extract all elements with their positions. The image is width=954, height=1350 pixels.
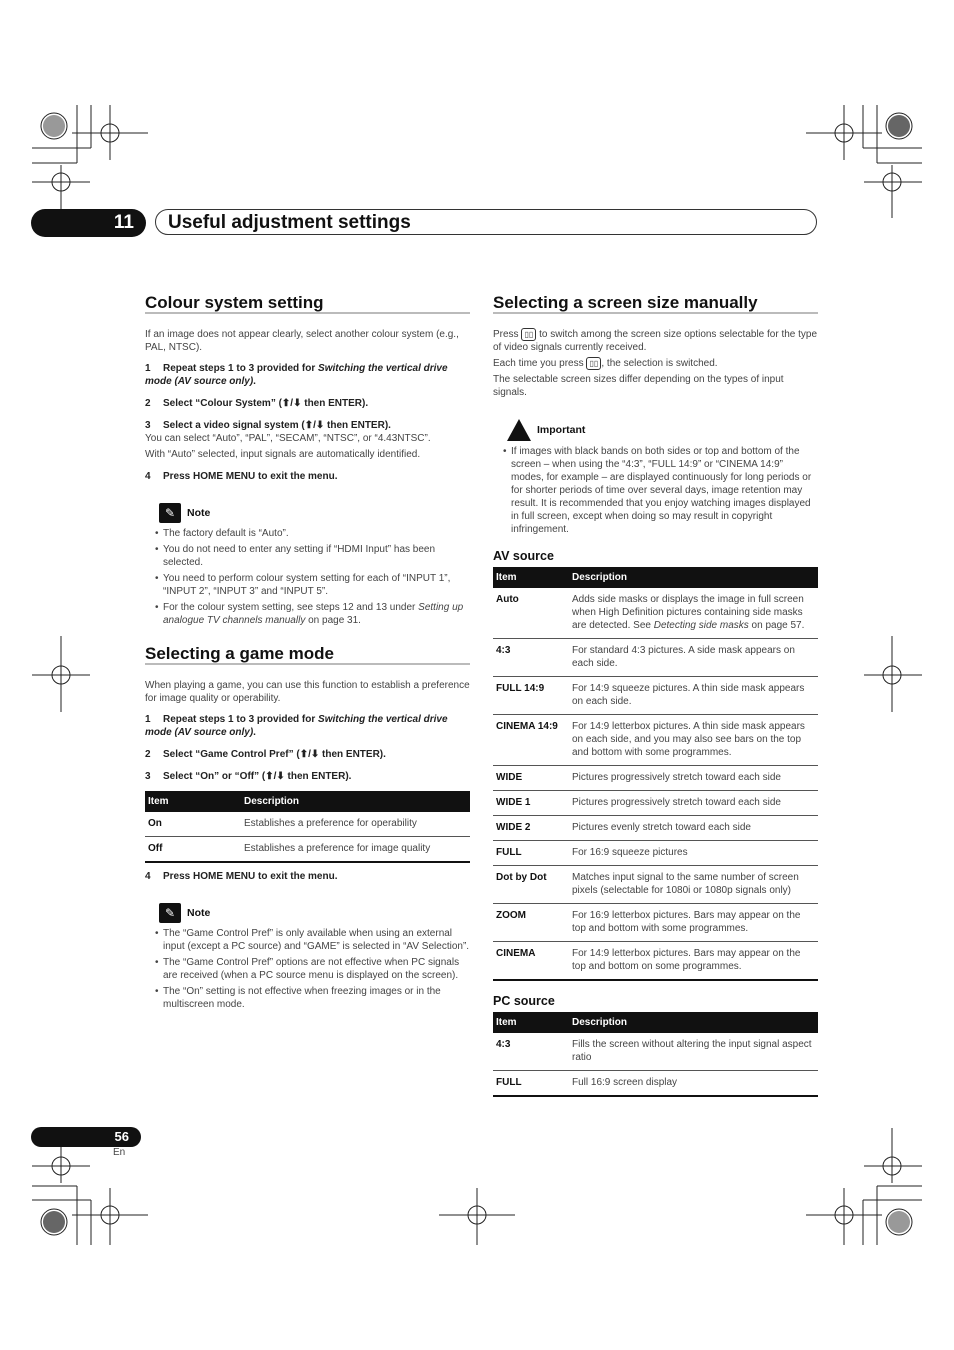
note-item: • The “On” setting is not effective when freezing images or in the multiscreen mode.	[163, 985, 470, 1011]
note-header	[159, 903, 470, 923]
table-cell-description: For standard 4:3 pictures. A side mask appears on each side.	[569, 639, 818, 677]
table-cell-description: Establishes a preference for image quality	[241, 837, 470, 863]
table-cell-item: Auto	[493, 588, 569, 639]
table-cell-description: Pictures progressively stretch toward each side	[569, 791, 818, 816]
table-row	[493, 1071, 818, 1097]
table-cell-description: Fills the screen without altering the input signal aspect ratio	[569, 1033, 818, 1071]
step-3	[145, 770, 470, 783]
table-row	[493, 866, 818, 904]
page-language: En	[113, 1147, 126, 1158]
column-header: Item	[493, 567, 569, 588]
chapter-number: 11	[31, 209, 146, 237]
section-title: Colour system setting	[145, 296, 470, 314]
step-number: 3	[145, 771, 151, 782]
step-reference: Switching the vertical drive mode (AV source only)	[145, 714, 448, 738]
text: , the selection is switched.	[601, 358, 718, 370]
colour-system-section	[145, 293, 470, 627]
table-cell-item: 4:3	[493, 639, 569, 677]
column-header: Item	[493, 1012, 569, 1033]
step-number: 3	[145, 420, 151, 431]
text: Press	[493, 329, 522, 341]
chapter-title: Useful adjustment settings	[155, 209, 817, 235]
important-list	[493, 445, 818, 536]
table-cell-item: CINEMA 14:9	[493, 715, 569, 766]
step-text: Repeat steps 1 to 3 provided for	[163, 363, 319, 374]
note-text: For the colour system setting, see steps 12 and 13 under	[163, 602, 419, 613]
table-row	[145, 812, 470, 837]
step-3-detail-2: With “Auto” selected, input signals are automatically identified.	[145, 449, 421, 460]
step-text: Select a video signal system (⬆/⬇ then ENTER).	[163, 420, 391, 431]
step-1	[145, 362, 470, 388]
note-item: • You do not need to enter any setting if “HDMI Input” has been selected.	[163, 543, 470, 569]
table-row	[493, 766, 818, 791]
step-3-detail-1: You can select “Auto”, “PAL”, “SECAM”, “NTSC”, or “4.43NTSC”.	[145, 433, 431, 444]
table-cell-item: 4:3	[493, 1033, 569, 1071]
reference: Detecting side masks	[653, 620, 749, 632]
column-header: Description	[241, 791, 470, 812]
table-cell-description: Full 16:9 screen display	[569, 1071, 818, 1097]
table-cell-description: For 16:9 letterbox pictures. Bars may appear on the top and bottom with some programmes.	[569, 904, 818, 942]
table-row	[493, 677, 818, 715]
step-number: 1	[145, 363, 151, 374]
step-end: .	[253, 727, 256, 738]
section-title: Selecting a screen size manually	[493, 296, 818, 314]
text: on page 57.	[748, 620, 805, 632]
step-text: Repeat steps 1 to 3 provided for	[163, 714, 319, 725]
paragraph-2	[493, 357, 818, 370]
right-column	[493, 293, 818, 1097]
step-text: Press HOME MENU to exit the menu.	[163, 471, 338, 482]
step-end: .	[253, 376, 256, 387]
screen-size-section	[493, 293, 818, 1097]
section-title: Selecting a game mode	[145, 647, 470, 665]
note-pencil-icon: ✎	[159, 903, 181, 923]
text: Adds side masks or displays the image in full screen when High Definition pictures containing side masks are detected. See	[572, 594, 804, 632]
note-list	[145, 927, 470, 1011]
table-row	[145, 837, 470, 863]
pc-source-heading: PC source	[493, 994, 555, 1009]
table-row	[493, 942, 818, 981]
important-header	[507, 419, 818, 441]
table-header-row	[493, 1012, 818, 1033]
important-item: • If images with black bands on both sides or top and bottom of the screen – when using the “4:3”, “FULL 14:9” or “CINEMA 14:9” modes, for example – are displayed continuously for long periods or for shorter periods of time over several days, image retention may result. It is recommended that you enjoy watching images displayed in full screen, except when doing so may result in copyright infringement.	[511, 445, 818, 536]
step-4	[145, 870, 470, 883]
step-number: 2	[145, 398, 151, 409]
table-cell-description: For 14:9 letterbox pictures. Bars may appear on the top and bottom on some programmes.	[569, 942, 818, 981]
step-number: 2	[145, 749, 151, 760]
table-row	[493, 791, 818, 816]
table-cell-item: CINEMA	[493, 942, 569, 981]
pc-source-table	[493, 1012, 818, 1097]
table-cell-item: FULL 14:9	[493, 677, 569, 715]
step-text: Select “Colour System” (⬆/⬇ then ENTER).	[163, 398, 369, 409]
step-text: Press HOME MENU to exit the menu.	[163, 871, 338, 882]
text: Each time you press	[493, 358, 587, 370]
paragraph-1	[493, 328, 818, 354]
paragraph-3: The selectable screen sizes differ depending on the types of input signals.	[493, 374, 784, 399]
av-source-table	[493, 567, 818, 981]
note-item: • The “Game Control Pref” options are not effective when PC signals are received (when a PC source menu is displayed on the screen).	[163, 956, 470, 982]
note-text: on page 31.	[305, 615, 361, 626]
step-number: 1	[145, 714, 151, 725]
table-cell-item: Off	[145, 837, 241, 863]
table-row	[493, 715, 818, 766]
step-reference: Switching the vertical drive mode (AV source only)	[145, 363, 448, 387]
column-header: Item	[145, 791, 241, 812]
table-cell-item: Dot by Dot	[493, 866, 569, 904]
table-row	[493, 904, 818, 942]
table-cell-item: ZOOM	[493, 904, 569, 942]
table-cell-description: Pictures evenly stretch toward each side	[569, 816, 818, 841]
table-cell-item: WIDE 1	[493, 791, 569, 816]
step-number: 4	[145, 871, 151, 882]
step-2	[145, 748, 470, 761]
note-item	[163, 601, 470, 627]
important-label: Important	[537, 423, 586, 436]
page-number: 56	[31, 1127, 141, 1147]
table-cell-item: WIDE	[493, 766, 569, 791]
table-row	[493, 1033, 818, 1071]
table-cell-description: Establishes a preference for operability	[241, 812, 470, 837]
intro-text: When playing a game, you can use this function to establish a preference for image quality or operability.	[145, 680, 470, 704]
table-row	[493, 816, 818, 841]
column-header: Description	[569, 567, 818, 588]
column-header: Description	[569, 1012, 818, 1033]
note-item: • The factory default is “Auto”.	[163, 527, 470, 540]
table-cell-item: FULL	[493, 1071, 569, 1097]
table-row	[493, 588, 818, 639]
step-text: Select “Game Control Pref” (⬆/⬇ then ENTER).	[163, 749, 386, 760]
note-pencil-icon: ✎	[159, 503, 181, 523]
table-cell-item: WIDE 2	[493, 816, 569, 841]
table-cell-description: Pictures progressively stretch toward each side	[569, 766, 818, 791]
note-item: • The “Game Control Pref” is only available when using an external input (except a PC source) and “GAME” is selected in “AV Selection”.	[163, 927, 470, 953]
note-label: Note	[187, 506, 211, 519]
screen-size-button-icon: ▯▯	[586, 357, 601, 370]
screen-size-button-icon: ▯▯	[521, 328, 536, 341]
step-3	[145, 419, 470, 432]
game-mode-section	[145, 644, 470, 1011]
table-row	[493, 841, 818, 866]
table-cell-item: FULL	[493, 841, 569, 866]
av-source-heading: AV source	[493, 549, 554, 564]
step-number: 4	[145, 471, 151, 482]
note-label: Note	[187, 906, 211, 919]
table-cell-description: For 16:9 squeeze pictures	[569, 841, 818, 866]
intro-text: If an image does not appear clearly, select another colour system (e.g., PAL, NTSC).	[145, 329, 459, 353]
step-2	[145, 397, 470, 410]
table-header-row	[493, 567, 818, 588]
step-1	[145, 713, 470, 739]
game-mode-table	[145, 791, 470, 863]
table-cell-description: For 14:9 squeeze pictures. A thin side mask appears on each side.	[569, 677, 818, 715]
warning-hand-icon	[507, 419, 531, 441]
table-cell-description: Matches input signal to the same number of screen pixels (selectable for 1080i or 1080p signals only)	[569, 866, 818, 904]
table-row	[493, 639, 818, 677]
table-header-row	[145, 791, 470, 812]
step-4	[145, 470, 470, 483]
note-header	[159, 503, 470, 523]
left-column	[145, 293, 470, 1014]
note-list	[145, 527, 470, 627]
note-item: • You need to perform colour system setting for each of “INPUT 1”, “INPUT 2”, “INPUT 3” and “INPUT 5”.	[163, 572, 470, 598]
table-cell-description: For 14:9 letterbox pictures. A thin side mask appears on each side, and you may also see bars on the top and bottom with some programmes.	[569, 715, 818, 766]
step-text: Select “On” or “Off” (⬆/⬇ then ENTER).	[163, 771, 352, 782]
note-reference: Setting up analogue TV channels manually	[163, 602, 464, 626]
table-cell-item: On	[145, 812, 241, 837]
table-cell-description	[569, 588, 818, 639]
text: to switch among the screen size options selectable for the type of video signals currently received.	[493, 329, 818, 354]
